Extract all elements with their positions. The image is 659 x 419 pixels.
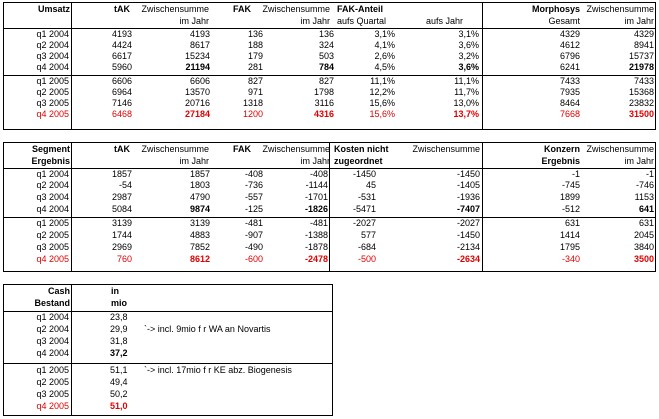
zwischensumme-cell: 6606 xyxy=(189,76,210,86)
jahr-cell: -2134 xyxy=(456,242,480,252)
zwischensumme-cell: 136 xyxy=(318,29,334,39)
quarter-cell: q2 2005 xyxy=(36,230,69,240)
quarter-cell: q1 2004 xyxy=(36,29,69,39)
jahr-cell: 11,1% xyxy=(454,76,479,86)
tak-header: tAK xyxy=(114,144,130,154)
total-cell: 7668 xyxy=(559,109,580,119)
zwischensumme-cell: 21194 xyxy=(185,62,210,72)
umsatz-header: Umsatz xyxy=(37,4,70,14)
table-row xyxy=(4,365,332,376)
zwischensumme-cell: 4883 xyxy=(189,230,210,240)
quarter-cell: q2 2004 xyxy=(36,180,69,190)
fak-cell: -600 xyxy=(244,254,263,264)
zwischensumme-header: Zwischensumme xyxy=(412,144,480,154)
table-row xyxy=(4,62,655,73)
zwischensumme-cell: 3116 xyxy=(314,98,334,108)
table-row xyxy=(4,40,655,51)
zwischensumme-header: Zwischensumme xyxy=(262,4,330,14)
zwischensumme-cell: 7852 xyxy=(189,242,210,252)
table-row xyxy=(4,230,655,241)
total-cell: 1414 xyxy=(559,230,580,240)
tak-cell: 4424 xyxy=(111,40,132,50)
note-cell xyxy=(144,312,330,323)
zwischensumme-cell: -481 xyxy=(309,218,328,228)
note-cell xyxy=(144,401,330,412)
fak-cell: -408 xyxy=(244,169,263,179)
table-row xyxy=(4,324,332,335)
quarter-cell: q4 2004 xyxy=(36,62,69,72)
quarter-cell: q3 2004 xyxy=(36,192,69,202)
zwischensumme-cell: 503 xyxy=(318,51,334,61)
im-jahr-header: im Jahr xyxy=(300,16,330,26)
tak-cell: 1744 xyxy=(111,230,132,240)
quarter-cell: q3 2004 xyxy=(36,336,69,346)
quarter-cell: q3 2004 xyxy=(36,51,69,61)
quarter-cell: q1 2004 xyxy=(36,169,69,179)
jahr-cell: 3,6% xyxy=(458,62,479,72)
zugeordnet-header: zugeordnet xyxy=(334,156,383,166)
zwischensumme-cell: 31500 xyxy=(628,109,654,119)
jahr-cell: -1405 xyxy=(456,180,480,190)
zwischensumme-cell: -1826 xyxy=(304,204,328,214)
jahr-cell: 3,1% xyxy=(458,29,479,39)
zwischensumme-cell: 7433 xyxy=(633,76,654,86)
zwischensumme-cell: -1878 xyxy=(304,242,328,252)
zwischensumme-cell: 13570 xyxy=(184,87,210,97)
tak-header: tAK xyxy=(114,4,130,14)
jahr-cell: 13,0% xyxy=(453,98,479,108)
zwischensumme-cell: -1 xyxy=(645,169,654,179)
fak-cell: -481 xyxy=(244,218,263,228)
aufs-jahr-header: aufs Jahr xyxy=(426,16,464,26)
quartal-cell: 15,6% xyxy=(369,98,395,108)
quarter-cell: q1 2005 xyxy=(36,365,69,375)
zwischensumme-cell: 1153 xyxy=(634,192,654,202)
quartal-cell: -684 xyxy=(357,242,376,252)
zwischensumme-cell: 4193 xyxy=(189,29,210,39)
fak-cell: -490 xyxy=(244,242,263,252)
cash-header: Cash xyxy=(47,286,70,296)
fak-cell: 827 xyxy=(247,76,263,86)
quarter-cell: q2 2004 xyxy=(36,324,69,334)
table-row xyxy=(4,254,655,265)
note-cell xyxy=(144,348,330,359)
fak-cell: 188 xyxy=(247,40,263,50)
im-jahr-header: im Jahr xyxy=(179,156,209,166)
quarter-cell: q1 2004 xyxy=(36,312,69,322)
tak-cell: 2987 xyxy=(111,192,132,202)
zwischensumme-cell: -1144 xyxy=(305,180,328,190)
table-row xyxy=(4,204,655,215)
total-cell: 1899 xyxy=(559,192,580,202)
zwischensumme-cell: 8617 xyxy=(189,40,210,50)
jahr-cell: 3,6% xyxy=(458,40,479,50)
table-row xyxy=(4,109,655,120)
zwischensumme-cell: 1857 xyxy=(189,169,210,179)
fak-cell: -125 xyxy=(244,204,263,214)
cash-value-cell: 51,0 xyxy=(110,401,128,411)
zwischensumme-cell: -1388 xyxy=(304,230,328,240)
table-row xyxy=(4,336,332,347)
tak-cell: 1857 xyxy=(111,169,132,179)
cash-value-cell: 50,2 xyxy=(110,389,128,399)
tak-cell: 760 xyxy=(116,254,132,264)
zwischensumme-cell: -408 xyxy=(309,169,328,179)
tak-cell: 6468 xyxy=(111,109,132,119)
total-cell: 4329 xyxy=(559,29,580,39)
zwischensumme-cell: 23832 xyxy=(628,98,654,108)
mio-header: mio xyxy=(111,298,128,308)
fak-anteil-header: FAK-Anteil xyxy=(337,4,383,14)
table-row xyxy=(4,76,655,87)
quartal-cell: 4,5% xyxy=(374,62,395,72)
zwischensumme-cell: 3139 xyxy=(189,218,210,228)
zwischensumme-cell: 8612 xyxy=(189,254,210,264)
table-row xyxy=(4,389,332,400)
quarter-cell: q2 2004 xyxy=(36,40,69,50)
zwischensumme-cell: 4790 xyxy=(189,192,210,202)
quarter-cell: q3 2005 xyxy=(36,98,69,108)
zwischensumme-cell: 1798 xyxy=(313,87,334,97)
quarter-cell: q3 2005 xyxy=(36,242,69,252)
note-cell xyxy=(144,389,330,400)
cash-value-cell: 23,8 xyxy=(110,312,128,322)
im-jahr-header: im Jahr xyxy=(300,156,330,166)
quartal-cell: 12,2% xyxy=(369,87,395,97)
aufs-quartal-header: aufs Quartal xyxy=(337,16,387,26)
quarter-cell: q4 2005 xyxy=(36,401,69,411)
fak-header: FAK xyxy=(233,4,251,14)
table-row xyxy=(4,348,332,359)
ergebnis-header: Ergebnis xyxy=(31,156,70,166)
zwischensumme-cell: 8941 xyxy=(633,40,654,50)
quartal-cell: -1450 xyxy=(352,169,376,179)
quarter-cell: q4 2005 xyxy=(36,254,69,264)
table-row xyxy=(4,180,655,191)
zwischensumme-cell: 1803 xyxy=(189,180,210,190)
total-cell: 4612 xyxy=(559,40,580,50)
tak-cell: 5084 xyxy=(111,204,132,214)
jahr-cell: -2634 xyxy=(456,254,480,264)
tak-cell: 7146 xyxy=(111,98,132,108)
bestand-header: Bestand xyxy=(34,298,70,308)
quarter-cell: q2 2005 xyxy=(36,87,69,97)
fak-cell: -557 xyxy=(244,192,263,202)
fak-cell: 136 xyxy=(247,29,263,39)
zwischensumme-cell: 784 xyxy=(318,62,334,72)
quartal-cell: 4,1% xyxy=(374,40,395,50)
total-cell: 1795 xyxy=(559,242,580,252)
zwischensumme-cell: 4316 xyxy=(313,109,334,119)
zwischensumme-cell: 15368 xyxy=(628,87,654,97)
fak-header: FAK xyxy=(233,144,251,154)
table-row xyxy=(4,242,655,253)
im-jahr-header: im Jahr xyxy=(179,16,209,26)
quarter-cell: q4 2004 xyxy=(36,348,69,358)
fak-cell: 1200 xyxy=(242,109,263,119)
fak-cell: 971 xyxy=(247,87,263,97)
table-row xyxy=(4,312,332,323)
cash-value-cell: 51,1 xyxy=(110,365,128,375)
zwischensumme-cell: -2478 xyxy=(304,254,328,264)
tak-cell: 2969 xyxy=(111,242,132,252)
jahr-cell: 3,2% xyxy=(458,51,479,61)
umsatz-table xyxy=(3,2,656,130)
jahr-cell: -1936 xyxy=(456,192,480,202)
fak-cell: 179 xyxy=(247,51,263,61)
tak-cell: 6964 xyxy=(111,87,132,97)
im-jahr-header: im Jahr xyxy=(624,156,654,166)
quarter-cell: q1 2005 xyxy=(36,218,69,228)
quarter-cell: q4 2005 xyxy=(36,109,69,119)
zwischensumme-cell: 631 xyxy=(638,218,654,228)
fak-cell: -907 xyxy=(244,230,263,240)
kosten-header: Kosten nicht xyxy=(334,144,389,154)
zwischensumme-header: Zwischensumme xyxy=(262,144,330,154)
zwischensumme-header: Zwischensumme xyxy=(141,144,209,154)
cash-value-cell: 31,8 xyxy=(110,336,128,346)
table-row xyxy=(4,401,332,412)
zwischensumme-header: Zwischensumme xyxy=(586,144,654,154)
table-row xyxy=(4,98,655,109)
quartal-cell: -5471 xyxy=(352,204,376,214)
fak-cell: 281 xyxy=(247,62,263,72)
konzern-header: Konzern xyxy=(544,144,580,154)
tak-cell: 6617 xyxy=(111,51,132,61)
total-cell: 8464 xyxy=(559,98,580,108)
cash-value-cell: 37,2 xyxy=(110,348,128,358)
zwischensumme-cell: 641 xyxy=(638,204,654,214)
zwischensumme-cell: 827 xyxy=(318,76,334,86)
zwischensumme-cell: 9874 xyxy=(189,204,210,214)
konzern-ergebnis-header: Ergebnis xyxy=(541,156,580,166)
note-cell: `-> incl. 9mio f r WA an Novartis xyxy=(144,324,271,334)
quarter-cell: q4 2004 xyxy=(36,204,69,214)
zwischensumme-cell: 21978 xyxy=(628,62,654,72)
zwischensumme-cell: 3840 xyxy=(633,242,654,252)
jahr-cell: -2027 xyxy=(456,218,480,228)
cash-bestand-table xyxy=(3,284,333,416)
table-row xyxy=(4,192,655,203)
jahr-cell: -1450 xyxy=(456,230,480,240)
jahr-cell: 11,7% xyxy=(454,87,479,97)
tak-cell: 6606 xyxy=(111,76,132,86)
note-cell xyxy=(144,377,330,388)
zwischensumme-cell: 3500 xyxy=(633,254,654,264)
quarter-cell: q1 2005 xyxy=(36,76,69,86)
total-cell: 7935 xyxy=(559,87,580,97)
tak-cell: 4193 xyxy=(111,29,132,39)
zwischensumme-cell: -746 xyxy=(635,180,654,190)
quartal-cell: 577 xyxy=(360,230,376,240)
jahr-cell: -7407 xyxy=(456,204,480,214)
quarter-cell: q3 2005 xyxy=(36,389,69,399)
table-row xyxy=(4,29,655,40)
zwischensumme-cell: 4329 xyxy=(633,29,654,39)
quartal-cell: 11,1% xyxy=(370,76,395,86)
zwischensumme-cell: 2045 xyxy=(633,230,654,240)
zwischensumme-cell: 15234 xyxy=(184,51,210,61)
zwischensumme-header: Zwischensumme xyxy=(586,4,654,14)
cash-value-cell: 49,4 xyxy=(110,377,128,387)
table-row xyxy=(4,87,655,98)
in-header: in xyxy=(111,286,119,296)
fak-cell: -736 xyxy=(244,180,263,190)
zwischensumme-cell: 27184 xyxy=(184,109,210,119)
tak-cell: 3139 xyxy=(111,218,132,228)
tak-cell: 5960 xyxy=(111,62,132,72)
total-cell: 631 xyxy=(564,218,580,228)
segment-ergebnis-table xyxy=(3,142,656,272)
cash-value-cell: 29,9 xyxy=(110,324,128,334)
quartal-cell: -500 xyxy=(357,254,376,264)
total-cell: -512 xyxy=(561,204,580,214)
table-row xyxy=(4,51,655,62)
total-cell: -340 xyxy=(561,254,580,264)
zwischensumme-header: Zwischensumme xyxy=(141,4,209,14)
total-cell: 6796 xyxy=(559,51,580,61)
fak-cell: 1318 xyxy=(242,98,263,108)
table-row xyxy=(4,169,655,180)
gesamt-header: Gesamt xyxy=(548,16,580,26)
quartal-cell: -2027 xyxy=(352,218,376,228)
quartal-cell: 15,6% xyxy=(369,109,395,119)
note-cell: `-> incl. 17mio f r KE abz. Biogenesis xyxy=(144,365,292,375)
segment-header: Segment xyxy=(31,144,70,154)
zwischensumme-cell: 15737 xyxy=(628,51,654,61)
quartal-cell: 2,6% xyxy=(374,51,395,61)
table-row xyxy=(4,377,332,388)
zwischensumme-cell: -1701 xyxy=(304,192,328,202)
tak-cell: -54 xyxy=(118,180,132,190)
note-cell xyxy=(144,336,330,347)
zwischensumme-cell: 324 xyxy=(318,40,334,50)
table-row xyxy=(4,218,655,229)
morphosys-header: Morphosys xyxy=(531,4,580,14)
quartal-cell: 3,1% xyxy=(374,29,395,39)
total-cell: 6241 xyxy=(559,62,580,72)
jahr-cell: 13,7% xyxy=(453,109,479,119)
total-cell: 7433 xyxy=(559,76,580,86)
zwischensumme-cell: 20716 xyxy=(184,98,210,108)
im-jahr-header: im Jahr xyxy=(624,16,654,26)
total-cell: -745 xyxy=(561,180,580,190)
quarter-cell: q2 2005 xyxy=(36,377,69,387)
total-cell: -1 xyxy=(571,169,580,179)
quartal-cell: 45 xyxy=(365,180,376,190)
quartal-cell: -531 xyxy=(357,192,376,202)
jahr-cell: -1450 xyxy=(456,169,480,179)
